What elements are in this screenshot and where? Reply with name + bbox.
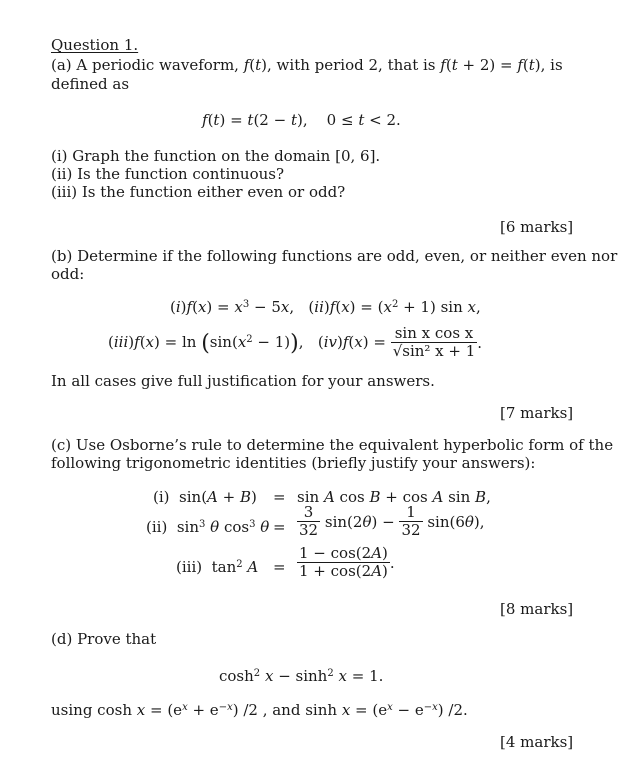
part-c-row2-rhs: $\frac{3}{32}$ sin(2θ) − $\frac{1}{32}$ sin(6θ), <box>299 503 485 539</box>
part-b-marks: [7 marks] <box>500 404 574 422</box>
part-a-text-line2: defined as <box>51 75 130 93</box>
part-d-using: using $\cosh x = (e^x + e^{-x})$ /2 , and $\sinh x = (e^x - e^{-x})$ /2. <box>51 701 468 719</box>
part-c-row3-eq: = <box>273 558 286 576</box>
part-b-eq-row2: $(iii)f(x) = \ln (\sin(x^2 - 1))$, (iv)f(x) = $\frac{\text{sin x cos x}}{\text{√sin² x + 1}}$ . <box>108 324 483 360</box>
part-b-text-line1: (b) Determine if the following functions are odd, even, or neither even nor <box>51 247 618 265</box>
part-b-iv-fraction: $\frac{\text{sin x cos x}}{\text{√sin² x + 1}}$ <box>392 324 476 360</box>
part-a-equation: f(t) = t(2 − t), 0 ≤ t < 2. <box>202 111 401 129</box>
part-a-item-3: (iii) Is the function either even or odd? <box>51 183 346 201</box>
part-b-eq-row1: $(i)f(x) = x^3 - 5x$, $(ii)f(x) = (x^2 + 1)$ sin x, <box>170 298 481 316</box>
part-d-equation: $\cosh^2 x - \sinh^2 x = 1$. <box>219 667 384 685</box>
part-b-footer: In all cases give full justification for your answers. <box>51 372 435 390</box>
part-c-row3-label: (iii) $\tan^2 A$ <box>176 558 259 576</box>
part-c-row3-rhs: $\frac{1 - \cos(2A)}{1 + \cos(2A)}$ . <box>299 544 395 580</box>
part-a-item-2: (ii) Is the function continuous? <box>51 165 285 183</box>
part-c-row2-eq: = <box>273 518 286 536</box>
part-d-text: (d) Prove that <box>51 630 157 648</box>
part-b-text-line2: odd: <box>51 265 85 283</box>
part-a-item-1: (i) Graph the function on the domain [0, 6]. <box>51 147 381 165</box>
part-d-marks: [4 marks] <box>500 733 574 751</box>
part-c-marks: [8 marks] <box>500 600 574 618</box>
part-c-row1-label: (i) sin(A + B) <box>153 488 257 506</box>
part-c-row2-label: (ii) $\sin^3 \theta$ $\cos^3 \theta$ <box>146 518 270 536</box>
part-a-marks: [6 marks] <box>500 218 574 236</box>
part-a-text-line1: (a) A periodic waveform, f(t), with period 2, that is f(t + 2) = f(t), is <box>51 56 563 74</box>
part-c-row1-rhs: sin A cos B + cos A sin B, <box>297 488 491 506</box>
part-c-row1-eq: = <box>273 488 286 506</box>
part-c-text-line1: (c) Use Osborne’s rule to determine the equivalent hyperbolic form of the <box>51 436 614 454</box>
part-c-text-line2: following trigonometric identities (briefly justify your answers): <box>51 454 536 472</box>
question-title: Question 1. <box>51 36 139 54</box>
